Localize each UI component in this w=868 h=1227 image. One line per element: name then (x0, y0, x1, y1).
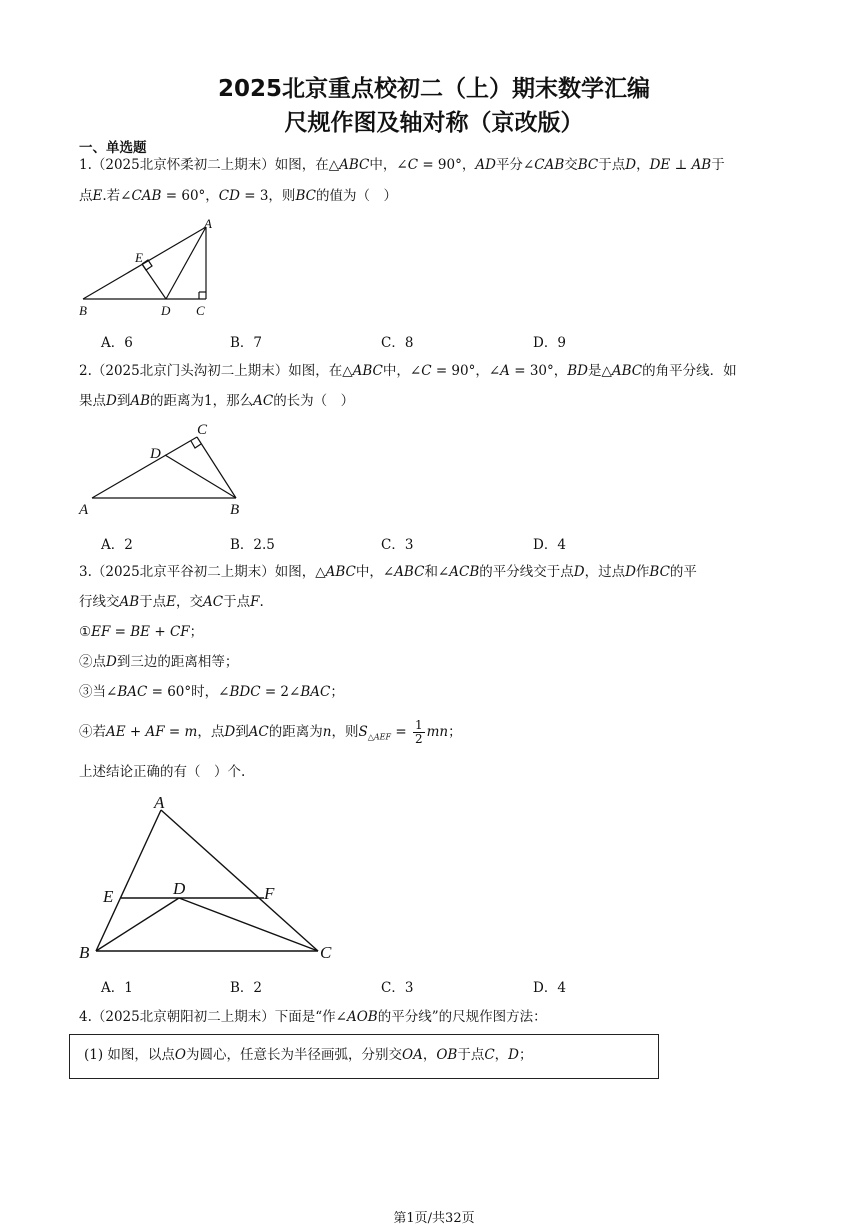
q3-text-line1: 3.（2025北京平谷初二上期末）如图，△ABC中，∠ABC和∠ACB的平分线交于点D，过点D作BC的平 (79, 564, 697, 580)
q3-option-c: C．3 (381, 980, 414, 996)
q3-option-a: A．1 (101, 980, 133, 996)
q1-label-B: B (79, 303, 87, 318)
page-title-line2: 尺规作图及轴对称（京改版） (284, 110, 584, 136)
q2-label-A: A (79, 502, 89, 518)
q1-label-E: E (135, 250, 143, 265)
page-title-line1: 2025北京重点校初二（上）期末数学汇编 (217, 76, 650, 102)
q3-option-d: D．4 (533, 980, 566, 996)
q2-label-C: C (197, 422, 208, 438)
q3-label-D: D (173, 879, 186, 898)
q4-method-box (69, 1034, 659, 1079)
q3-label-E: E (103, 887, 114, 906)
q2-option-b: B．2.5 (230, 537, 275, 553)
q1-text-line2: 点E.若∠CAB = 60°，CD = 3，则BC的值为（ ） (79, 188, 397, 204)
q3-label-C: C (320, 943, 332, 962)
q1-option-d: D．9 (533, 335, 566, 351)
q3-label-B: B (79, 943, 90, 962)
q3-text-line2: 行线交AB于点E，交AC于点F. (79, 594, 264, 610)
section-heading: 一、单选题 (79, 140, 147, 156)
q3-option-b: B．2 (230, 980, 263, 996)
q3-conclusion: 上述结论正确的有（ ）个. (79, 764, 246, 780)
q3-statement-1: ①EF = BE + CF； (79, 624, 204, 640)
q1-label-D: D (161, 303, 171, 318)
q3-label-F: F (264, 884, 275, 903)
q4-step-1: (1) 如图，以点O为圆心，任意长为半径画弧，分别交OA，OB于点C，D； (84, 1047, 533, 1063)
q3-fraction: $\frac{1}{2}$ (414, 718, 423, 746)
q1-label-C: C (196, 303, 205, 318)
q2-option-c: C．3 (381, 537, 414, 553)
q3-figure (75, 790, 345, 970)
q2-figure (75, 418, 255, 523)
q2-label-D: D (150, 446, 161, 462)
q2-option-d: D．4 (533, 537, 566, 553)
q3-label-A: A (154, 793, 165, 812)
q3-statement-2: ②点D到三边的距离相等； (79, 654, 239, 670)
q4-text-line1: 4.（2025北京朝阳初二上期末）下面是“作∠AOB的平分线”的尺规作图方法： (79, 1009, 547, 1025)
q1-label-A: A (204, 216, 212, 231)
q2-text-line2: 果点D到AB的距离为1，那么AC的长为（ ） (79, 393, 355, 409)
q2-text-line1: 2.（2025北京门头沟初二上期末）如图，在△ABC中，∠C = 90°，∠A = 30°，BD是△ABC的角平分线．如 (79, 363, 737, 379)
q3-statement-3: ③当∠BAC = 60°时，∠BDC = 2∠BAC； (79, 684, 344, 700)
q1-text-line1: 1.（2025北京怀柔初二上期末）如图，在△ABC中，∠C = 90°，AD平分∠CAB交BC于点D，DE ⊥ AB于 (79, 157, 725, 173)
q1-option-c: C．8 (381, 335, 414, 351)
q2-label-B: B (230, 502, 240, 518)
q1-option-b: B．7 (230, 335, 263, 351)
q2-option-a: A．2 (101, 537, 133, 553)
q1-option-a: A．6 (101, 335, 133, 351)
q1-figure (75, 214, 225, 324)
q3-statement-4: ④若AE + AF = m，点D到AC的距离为n，则$S_{\triangle AEF}$ = $\frac{1}{2}$ mn； (79, 718, 462, 746)
page-footer: 第1页/共32页 (393, 1211, 475, 1226)
